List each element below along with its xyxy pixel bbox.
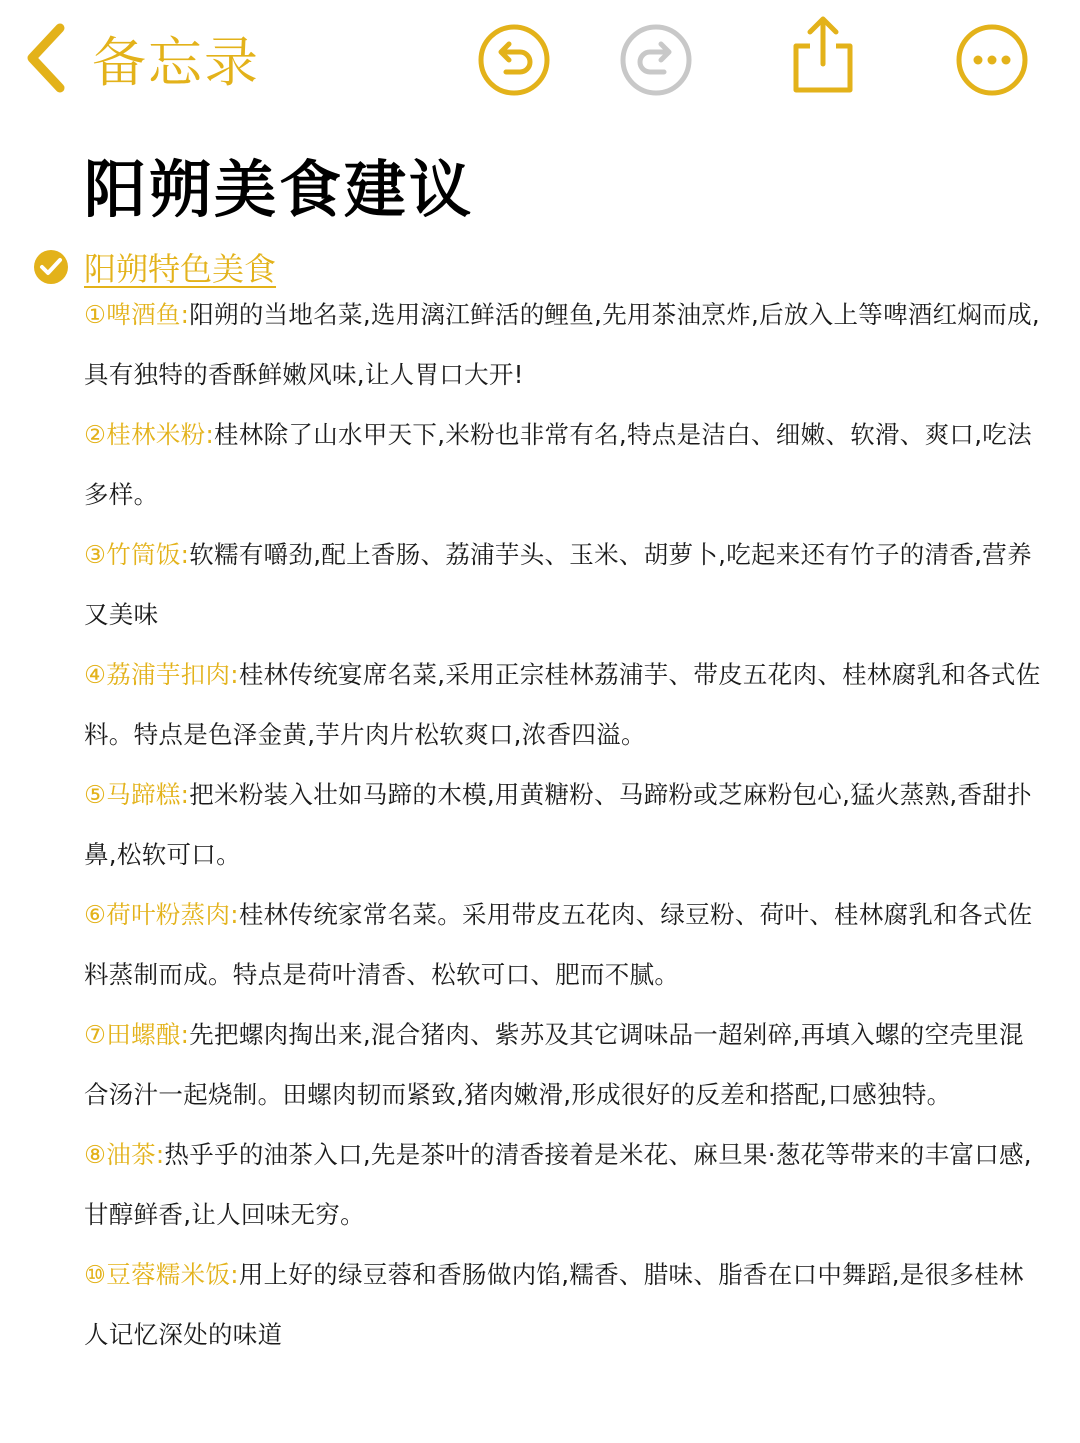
share-button[interactable] [788,14,858,94]
food-item [84,285,1044,405]
food-item [84,1125,1044,1245]
food-name: ⑦田螺酿: [84,1020,190,1049]
food-name: ⑧油茶: [84,1140,165,1169]
chevron-left-icon [22,22,68,94]
food-item [84,645,1044,765]
checkmark-circle-icon[interactable] [32,248,70,286]
food-item [84,1245,1044,1365]
checklist-item[interactable] [32,243,276,291]
food-description: 桂林传统家常名菜。采用带皮五花肉、绿豆粉、荷叶、桂林腐乳和各式佐料蒸制而成。特点是荷叶清香、松软可口、肥而不腻。 [84,900,1033,989]
food-description: 阳朔的当地名菜,选用漓江鲜活的鲤鱼,先用茶油烹炸,后放入上等啤酒红焖而成,具有独特的香酥鲜嫩风味,让人胃口大开! [84,300,1040,389]
food-description: 桂林除了山水甲天下,米粉也非常有名,特点是洁白、细嫩、软滑、爽口,吃法多样。 [84,420,1032,509]
food-name: ①啤酒鱼: [84,300,190,329]
share-icon [788,14,858,94]
note-body[interactable] [84,285,1044,1365]
redo-button[interactable] [618,22,694,98]
food-item [84,525,1044,645]
more-icon [954,22,1030,98]
food-item [84,405,1044,525]
food-name: ⑥荷叶粉蒸肉: [84,900,239,929]
undo-icon [476,22,552,98]
note-title: 阳朔美食建议 [84,153,475,226]
food-description: 软糯有嚼劲,配上香肠、荔浦芋头、玉米、胡萝卜,吃起来还有竹子的清香,营养又美味 [84,540,1032,629]
navigation-bar [0,0,1080,120]
food-description: 桂林传统宴席名菜,采用正宗桂林荔浦芋、带皮五花肉、桂林腐乳和各式佐料。特点是色泽金黄,芋片肉片松软爽口,浓香四溢。 [84,660,1041,749]
food-name: ③竹筒饭: [84,540,190,569]
back-button[interactable] [22,22,260,94]
food-description: 用上好的绿豆蓉和香肠做内馅,糯香、腊味、脂香在口中舞蹈,是很多桂林人记忆深处的味道 [84,1260,1024,1349]
food-description: 把米粉装入壮如马蹄的木模,用黄糖粉、马蹄粉或芝麻粉包心,猛火蒸熟,香甜扑鼻,松软可口。 [84,780,1032,869]
back-label: 备忘录 [92,30,260,94]
food-item [84,765,1044,885]
food-name: ⑩豆蓉糯米饭: [84,1260,239,1289]
section-title: 阳朔特色美食 [84,250,277,288]
food-description: 热乎乎的油茶入口,先是茶叶的清香接着是米花、麻旦果·葱花等带来的丰富口感,甘醇鲜香,让人回味无穷。 [84,1140,1032,1229]
more-button[interactable] [954,22,1030,98]
food-name: ④荔浦芋扣肉: [84,660,239,689]
food-name: ⑤马蹄糕: [84,780,190,809]
food-item [84,885,1044,1005]
food-item [84,1005,1044,1125]
undo-button[interactable] [476,22,552,98]
food-description: 先把螺肉掏出来,混合猪肉、紫苏及其它调味品一超剁碎,再填入螺的空壳里混合汤汁一起烧制。田螺肉韧而紧致,猪肉嫩滑,形成很好的反差和搭配,口感独特。 [84,1020,1024,1109]
food-name: ②桂林米粉: [84,420,215,449]
redo-icon [618,22,694,98]
